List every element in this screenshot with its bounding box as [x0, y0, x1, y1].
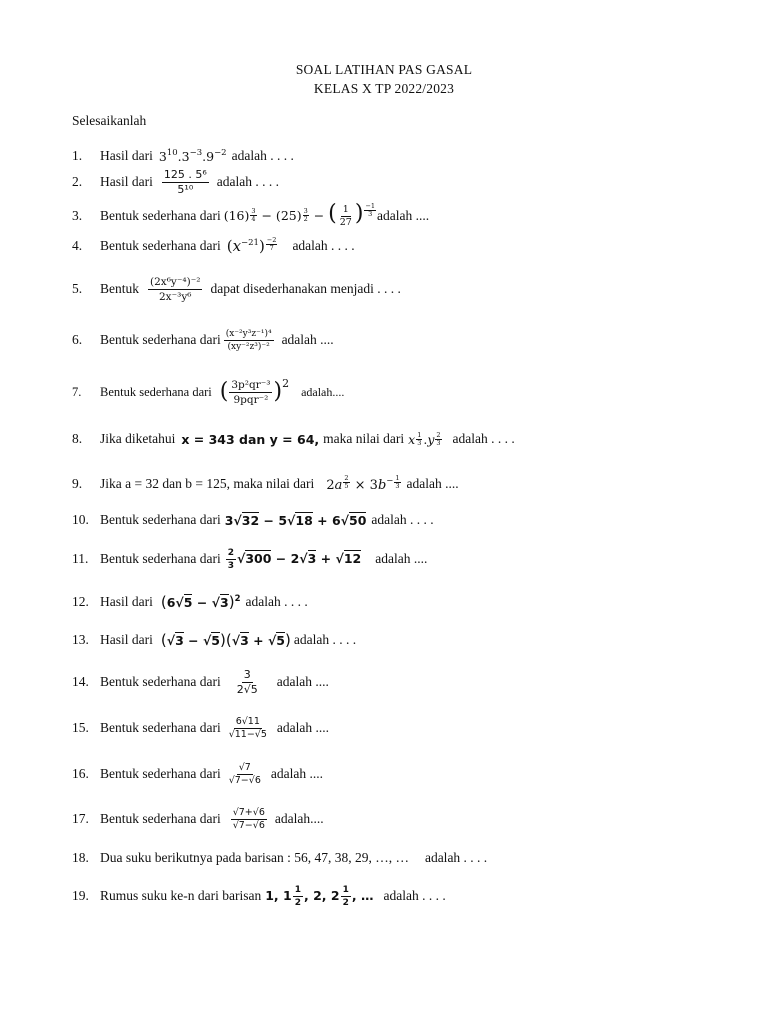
question-suffix: adalah....: [274, 811, 324, 826]
question-suffix: adalah . . . .: [383, 888, 446, 903]
question-5: [72, 274, 401, 304]
math-expression-2: x $\frac{1}{3}$ .y $\frac{2}{3}$: [408, 430, 441, 447]
fraction-numerator: √7: [238, 761, 251, 773]
question-suffix: adalah . . . .: [452, 431, 515, 446]
math-expression: $3^{10}.3^{-3}.9^{-2}$: [158, 148, 227, 164]
question-number: 2.: [72, 174, 83, 189]
question-text: Bentuk sederhana dari: [100, 811, 221, 826]
fraction-denominator: √7−√6: [232, 819, 265, 831]
question-15: [72, 713, 329, 743]
fraction-numerator: 3p²qr⁻³: [231, 378, 271, 391]
question-4: [72, 231, 355, 261]
question-text: Bentuk sederhana dari: [100, 551, 221, 566]
paren-open: (: [219, 379, 229, 404]
question-number: 19.: [72, 888, 89, 903]
question-6: [72, 325, 334, 355]
question-text: Bentuk sederhana dari: [100, 238, 221, 253]
fraction-numerator: √7+√6: [232, 806, 265, 818]
fraction: [148, 275, 202, 304]
question-text: Jika diketahui: [100, 431, 176, 446]
question-13: [72, 625, 356, 655]
question-number: 10.: [72, 512, 89, 527]
fraction: [227, 716, 269, 741]
question-suffix: adalah . . . .: [292, 238, 355, 253]
question-suffix: adalah ....: [406, 476, 459, 491]
question-8: [72, 424, 515, 454]
fraction-denominator: 2x⁻³y⁶: [158, 290, 192, 303]
question-suffix: adalah . . . .: [424, 850, 488, 865]
question-number: 13.: [72, 632, 89, 647]
fraction-denominator: √11−√5: [228, 728, 267, 740]
question-suffix: adalah ....: [377, 208, 430, 223]
fraction: [235, 668, 260, 697]
exponent: 2: [282, 377, 290, 390]
question-text: Bentuk sederhana dari: [100, 208, 221, 223]
question-text: Bentuk sederhana dari: [100, 766, 221, 781]
math-expression: (√3 − √5)(√3 + √5): [160, 631, 291, 649]
question-10: [72, 505, 434, 535]
question-2: [72, 167, 279, 197]
question-text: Rumus suku ke-n dari barisan: [100, 888, 262, 903]
question-suffix: adalah . . . .: [231, 148, 294, 163]
math-expression: 2a $\frac{2}{5}$ × 3b− $\frac{1}{3}$: [326, 474, 400, 493]
question-9: [72, 469, 459, 499]
fraction: [227, 762, 263, 787]
question-text: Jika a = 32 dan b = 125, maka nilai dari: [100, 476, 315, 491]
question-suffix: adalah ....: [276, 674, 329, 689]
fraction-denominator: √7−√6: [228, 774, 261, 786]
question-11: [72, 544, 427, 574]
fraction-numerator: 125 . 5⁶: [163, 167, 207, 181]
fraction-denominator: 5¹⁰: [177, 182, 194, 196]
fraction: [231, 807, 267, 832]
math-expression: $\frac{2}{3}$ √300 − 2√3 + √12: [227, 547, 362, 571]
question-number: 14.: [72, 674, 89, 689]
question-number: 16.: [72, 766, 89, 781]
question-suffix: adalah ....: [281, 332, 334, 347]
question-text: Dua suku berikutnya pada barisan : 56, 47, 38, 29, …, …: [100, 850, 409, 865]
question-7: [72, 377, 344, 407]
question-text: Hasil dari: [100, 148, 153, 163]
question-17: [72, 804, 324, 834]
fraction: [229, 378, 272, 407]
question-suffix: adalah . . . .: [216, 174, 280, 189]
math-expression: 3√32 − 5√18 + 6√50: [224, 512, 367, 528]
question-text: Bentuk sederhana dari: [100, 332, 221, 347]
question-text: Bentuk sederhana dari: [100, 512, 221, 527]
question-number: 1.: [72, 148, 83, 163]
math-expression: 1, 1 $\frac{1}{2}$ , 2, 2 $\frac{1}{2}$ , …: [265, 884, 374, 908]
question-number: 6.: [72, 332, 83, 347]
fraction: [162, 168, 209, 197]
question-number: 4.: [72, 238, 83, 253]
question-text: Bentuk sederhana dari: [100, 720, 221, 735]
question-suffix: adalah . . . .: [245, 594, 308, 609]
document-subtitle: KELAS X TP 2022/2023: [313, 81, 455, 96]
question-suffix: adalah . . . .: [293, 632, 357, 647]
paren-close: ): [273, 379, 283, 404]
question-text: Hasil dari: [100, 174, 153, 189]
question-text: Bentuk: [100, 281, 139, 296]
question-number: 5.: [72, 281, 83, 296]
fraction-numerator: (x⁻²y³z⁻¹)⁴: [225, 328, 272, 339]
question-suffix: adalah....: [301, 384, 345, 399]
question-number: 3.: [72, 208, 83, 223]
question-18: [72, 843, 487, 873]
question-text: Hasil dari: [100, 632, 153, 647]
question-3: [72, 201, 429, 231]
math-expression: (16) $\frac{3}{4}$ − (25) $\frac{3}{2}$ − ( $\frac{1}{27}$ ) $\frac{-1}{3}$: [223, 201, 376, 228]
question-number: 12.: [72, 594, 89, 609]
question-suffix: adalah ....: [276, 720, 330, 735]
math-expression: x = 343 dan y = 64,: [181, 431, 320, 447]
question-text: Hasil dari: [100, 594, 153, 609]
question-suffix: adalah ....: [375, 551, 428, 566]
question-number: 11.: [72, 551, 89, 566]
fraction-denominator: (xy⁻²z³)⁻²: [227, 341, 270, 352]
fraction-numerator: 3: [243, 667, 251, 681]
fraction-numerator: 6√11: [235, 715, 260, 727]
question-number: 15.: [72, 720, 89, 735]
document-title: SOAL LATIHAN PAS GASAL: [295, 62, 473, 77]
question-text-mid: maka nilai dari: [323, 431, 405, 446]
question-number: 8.: [72, 431, 83, 446]
fraction-denominator: 2√5: [236, 682, 258, 696]
question-suffix: adalah . . . .: [371, 512, 434, 527]
question-suffix: adalah ....: [270, 766, 323, 781]
document-header: [0, 60, 768, 98]
math-expression: $(x^{-21})$ $\frac{-2}{7}$: [226, 236, 277, 255]
question-number: 18.: [72, 850, 89, 865]
question-16: [72, 759, 323, 789]
question-number: 17.: [72, 811, 89, 826]
instruction-text: Selesaikanlah: [72, 113, 147, 128]
question-text: Bentuk sederhana dari: [100, 674, 221, 689]
question-suffix: dapat disederhanakan menjadi . . . .: [210, 281, 401, 296]
question-number: 9.: [72, 476, 83, 491]
question-12: [72, 587, 308, 617]
question-text: Bentuk sederhana dari: [100, 384, 212, 399]
fraction-denominator: 9pqr⁻²: [233, 393, 269, 406]
question-14: [72, 667, 329, 697]
fraction-numerator: (2x⁶y⁻⁴)⁻²: [150, 275, 201, 288]
question-number: 7.: [72, 384, 82, 399]
fraction: [224, 328, 274, 353]
math-expression: $(6√5 - √3)^2$: [160, 593, 241, 611]
question-19: [72, 881, 446, 911]
